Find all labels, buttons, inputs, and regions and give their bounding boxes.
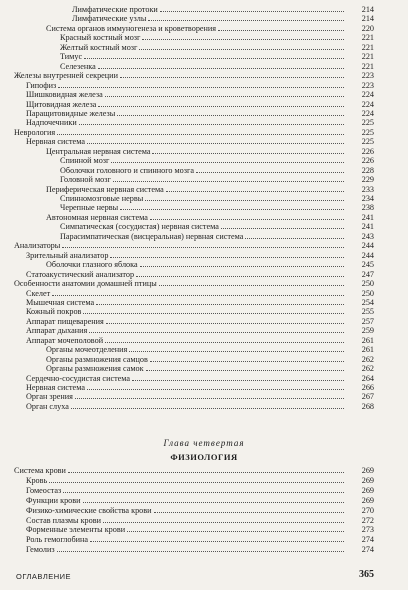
dot-leader (87, 143, 344, 144)
dot-leader (120, 77, 344, 78)
toc-entry (0, 374, 408, 383)
dot-leader (98, 106, 344, 107)
dot-leader (245, 238, 344, 239)
toc-entry-page: 247 (361, 269, 374, 279)
dot-leader (105, 96, 344, 97)
toc-entry-title: Красный костный мозг (60, 33, 141, 43)
toc-entry-page: 214 (361, 5, 374, 14)
toc-entry-title: Надпочечники (26, 118, 77, 128)
toc-entry (0, 5, 408, 14)
toc-entry-page: 241 (361, 222, 374, 232)
toc-entry (0, 128, 408, 137)
toc-entry (0, 222, 408, 231)
toc-entry-page: 238 (361, 203, 374, 213)
toc-entry (0, 525, 408, 534)
toc-entry-title: Гомеостаз (26, 485, 62, 495)
toc-entry (0, 147, 408, 156)
toc-entry (0, 137, 408, 146)
toc-entry-title: Аппарат пищеварения (26, 316, 104, 326)
toc-entry-title: Система органов иммуногенеза и кроветворения (46, 23, 217, 33)
dot-leader (148, 20, 344, 21)
page-number: 365 (359, 569, 374, 580)
dot-leader (103, 522, 344, 523)
toc-entry (0, 71, 408, 80)
toc-entry-title: Органы размножения самцов (46, 354, 148, 364)
toc-entry (0, 260, 408, 269)
toc-entry-title: Гипофиз (26, 80, 57, 90)
toc-entry-title: Орган зрения (26, 392, 73, 402)
toc-entry-page: 221 (361, 52, 374, 62)
toc-entry-page: 225 (361, 127, 374, 137)
toc-entry-title: Функции крови (26, 495, 81, 505)
chapter-subtitle: ФИЗИОЛОГИЯ (170, 452, 238, 462)
toc-entry-page: 269 (361, 495, 374, 505)
toc-entry-title: Кровь (26, 475, 48, 485)
toc-entry (0, 383, 408, 392)
chapter-title: Глава четвертая (163, 438, 245, 448)
toc-entry (0, 62, 408, 71)
toc-entry (0, 33, 408, 42)
toc-entry (0, 355, 408, 364)
toc-entry-title: Шишковидная железа (26, 90, 103, 100)
toc-entry-title: Орган слуха (26, 401, 69, 411)
dot-leader (140, 266, 344, 267)
dot-leader (145, 200, 344, 201)
dot-leader (87, 389, 344, 390)
toc-entry (0, 81, 408, 90)
toc-entry (0, 241, 408, 250)
toc-entry (0, 364, 408, 373)
toc-entry-title: Особенности анатомии домашней птицы (14, 279, 157, 289)
toc-entry-page: 269 (361, 466, 374, 475)
dot-leader (57, 134, 344, 135)
toc-entry-title: Форменные элементы крови (26, 525, 126, 535)
dot-leader (132, 380, 344, 381)
toc-entry-page: 223 (361, 80, 374, 90)
dot-leader (160, 11, 344, 12)
toc-entry-title: Центральная нервная система (46, 146, 151, 156)
toc-entry (0, 336, 408, 345)
toc-entry-page: 226 (361, 156, 374, 166)
toc-entry (0, 43, 408, 52)
toc-entry-page: 244 (361, 250, 374, 260)
toc-entry-title: Желтый костный мозг (60, 42, 138, 52)
dot-leader (221, 228, 344, 229)
toc-entry-page: 254 (361, 297, 374, 307)
toc-entry (0, 203, 408, 212)
dot-leader (110, 257, 344, 258)
toc-entry-page: 262 (361, 364, 374, 374)
dot-leader (57, 551, 344, 552)
dot-leader (96, 304, 344, 305)
toc-entry-page: 244 (361, 241, 374, 251)
dot-leader (166, 191, 344, 192)
toc-entry (0, 506, 408, 515)
toc-entry-title: Тимус (60, 52, 83, 62)
dot-leader (52, 295, 344, 296)
dot-leader (146, 370, 344, 371)
toc-entry-page: 259 (361, 326, 374, 336)
toc-entry (0, 52, 408, 61)
dot-leader (159, 285, 344, 286)
dot-leader (83, 502, 344, 503)
toc-entry (0, 213, 408, 222)
dot-leader (105, 342, 344, 343)
toc-entry-page: 262 (361, 354, 374, 364)
dot-leader (152, 153, 344, 154)
toc-entry (0, 166, 408, 175)
dot-leader (83, 313, 344, 314)
dot-leader (79, 124, 344, 125)
toc-entry-page: 274 (361, 545, 374, 555)
dot-leader (90, 541, 344, 542)
toc-entry (0, 100, 408, 109)
dot-leader (117, 115, 344, 116)
toc-entry-title: Органы мочеотделения (46, 345, 128, 355)
toc-entry-page: 223 (361, 71, 374, 81)
toc-entry-title: Оболочки головного и спинного мозга (60, 165, 194, 175)
toc-entry-page: 267 (361, 392, 374, 402)
toc-entry-page: 250 (361, 279, 374, 289)
dot-leader (62, 247, 344, 248)
toc-entry-title: Мышечная система (26, 297, 95, 307)
toc-entry-page: 261 (361, 335, 374, 345)
toc-entry-page: 255 (361, 307, 374, 317)
toc-entry (0, 476, 408, 485)
dot-leader (63, 492, 344, 493)
dot-leader (196, 172, 344, 173)
toc-entry-page: 273 (361, 525, 374, 535)
toc-entry (0, 402, 408, 411)
dot-leader (218, 30, 344, 31)
toc-entry (0, 466, 408, 475)
dot-leader (113, 181, 344, 182)
toc-entry (0, 194, 408, 203)
toc-entry-title: Сердечно-сосудистая система (26, 373, 131, 383)
dot-leader (49, 482, 344, 483)
toc-entry-page: 268 (361, 401, 374, 411)
toc-entry-title: Автономная нервная система (46, 212, 148, 222)
toc-entry (0, 156, 408, 165)
toc-entry-title: Кожный покров (26, 307, 82, 317)
toc-entry-page: 226 (361, 146, 374, 156)
toc-entry (0, 289, 408, 298)
toc-entry-title: Головной мозг (60, 175, 111, 185)
toc-entry-page: 224 (361, 90, 374, 100)
toc-entry-title: Железы внутренней секреции (14, 71, 118, 81)
toc-entry-page: 257 (361, 316, 374, 326)
toc-entry (0, 175, 408, 184)
toc-entry (0, 326, 408, 335)
toc-entry (0, 24, 408, 33)
footer-section-label: ОГЛАВЛЕНИЕ (16, 572, 72, 581)
toc-entry-title: Черепные нервы (60, 203, 119, 213)
toc-entry (0, 298, 408, 307)
toc-entry-page: 270 (361, 505, 374, 515)
toc-entry-title: Органы размножения самок (46, 364, 144, 374)
dot-leader (142, 39, 344, 40)
toc-entry (0, 270, 408, 279)
dot-leader (58, 87, 344, 88)
toc-entry (0, 279, 408, 288)
toc-entry-title: Нервная система (26, 137, 85, 147)
dot-leader (129, 351, 344, 352)
dot-leader (150, 361, 344, 362)
toc-entry-title: Лимфатические узлы (72, 14, 147, 24)
toc-entry (0, 232, 408, 241)
toc-entry-title: Физико-химические свойства крови (26, 505, 152, 515)
dot-leader (120, 209, 344, 210)
toc-entry-title: Паращитовидные железы (26, 108, 116, 118)
dot-leader (139, 49, 344, 50)
toc-entry (0, 317, 408, 326)
toc-entry-title: Состав плазмы крови (26, 515, 101, 525)
toc-entry-page: 224 (361, 108, 374, 118)
toc-entry-title: Периферическая нервная система (46, 184, 164, 194)
toc-entry-page: 264 (361, 373, 374, 383)
toc-entry-page: 221 (361, 61, 374, 71)
toc-entry-title: Система крови (14, 466, 66, 475)
dot-leader (106, 323, 344, 324)
toc-entry (0, 185, 408, 194)
toc-entry-title: Неврология (14, 127, 56, 137)
toc-entry-page: 269 (361, 475, 374, 485)
toc-entry-page: 221 (361, 42, 374, 52)
toc-entry-page: 245 (361, 260, 374, 270)
dot-leader (68, 472, 344, 473)
toc-entry-page: 224 (361, 99, 374, 109)
toc-entry-title: Роль гемоглобина (26, 535, 89, 545)
dot-leader (154, 512, 345, 513)
dot-leader (127, 531, 344, 532)
toc-entry (0, 535, 408, 544)
toc-entry-page: 221 (361, 33, 374, 43)
dot-leader (136, 276, 344, 277)
toc-entry-title: Лимфатические протоки (72, 5, 158, 14)
toc-entry (0, 307, 408, 316)
dot-leader (75, 398, 344, 399)
toc-entry-title: Зрительный анализатор (26, 250, 109, 260)
toc-entry-page: 243 (361, 231, 374, 241)
dot-leader (150, 219, 344, 220)
toc-entry (0, 486, 408, 495)
toc-entry-page: 269 (361, 485, 374, 495)
toc-entry-page: 266 (361, 383, 374, 392)
toc-entry-page: 229 (361, 175, 374, 185)
toc-entry-title: Нервная система (26, 383, 85, 392)
toc-entry-page: 225 (361, 137, 374, 147)
toc-entry-title: Спинной мозг (60, 156, 110, 166)
toc-entry (0, 545, 408, 554)
dot-leader (71, 408, 344, 409)
toc-entry (0, 14, 408, 23)
toc-entry-page: 274 (361, 535, 374, 545)
toc-entry-page: 250 (361, 288, 374, 298)
toc-entry-page: 241 (361, 212, 374, 222)
dot-leader (111, 162, 344, 163)
dot-leader (98, 68, 344, 69)
toc-entry-title: Статоакустический анализатор (26, 269, 135, 279)
toc-entry (0, 345, 408, 354)
toc-entry (0, 109, 408, 118)
toc-entry-title: Селезенка (60, 61, 96, 71)
toc-entry-page: 214 (361, 14, 374, 24)
toc-entry-page: 233 (361, 184, 374, 194)
toc-entry (0, 392, 408, 401)
toc-entry (0, 90, 408, 99)
toc-entry (0, 251, 408, 260)
toc-entry-title: Спинномозговые нервы (60, 194, 144, 203)
toc-entry-page: 228 (361, 165, 374, 175)
toc-entry (0, 118, 408, 127)
toc-entry-title: Анализаторы (14, 241, 61, 251)
toc-entry-title: Скелет (26, 288, 51, 298)
toc-entry-title: Оболочки глазного яблока (46, 260, 138, 270)
toc-entry-title: Щитовидная железа (26, 99, 97, 109)
toc-entry-page: 225 (361, 118, 374, 128)
toc-entry-title: Симпатическая (сосудистая) нервная система (60, 222, 219, 232)
toc-entry (0, 496, 408, 505)
dot-leader (84, 58, 344, 59)
toc-entry-page: 220 (361, 23, 374, 33)
toc-entry-page: 261 (361, 345, 374, 355)
toc-entry-page: 234 (361, 194, 374, 203)
toc-entry (0, 516, 408, 525)
toc-entry-title: Аппарат мочеполовой (26, 335, 104, 345)
dot-leader (89, 332, 344, 333)
toc-entry-title: Аппарат дыхания (26, 326, 88, 336)
toc-entry-title: Парасимпатическая (висцеральная) нервная система (60, 231, 244, 241)
toc-entry-title: Гемолиз (26, 545, 55, 555)
toc-entry-page: 272 (361, 515, 374, 525)
